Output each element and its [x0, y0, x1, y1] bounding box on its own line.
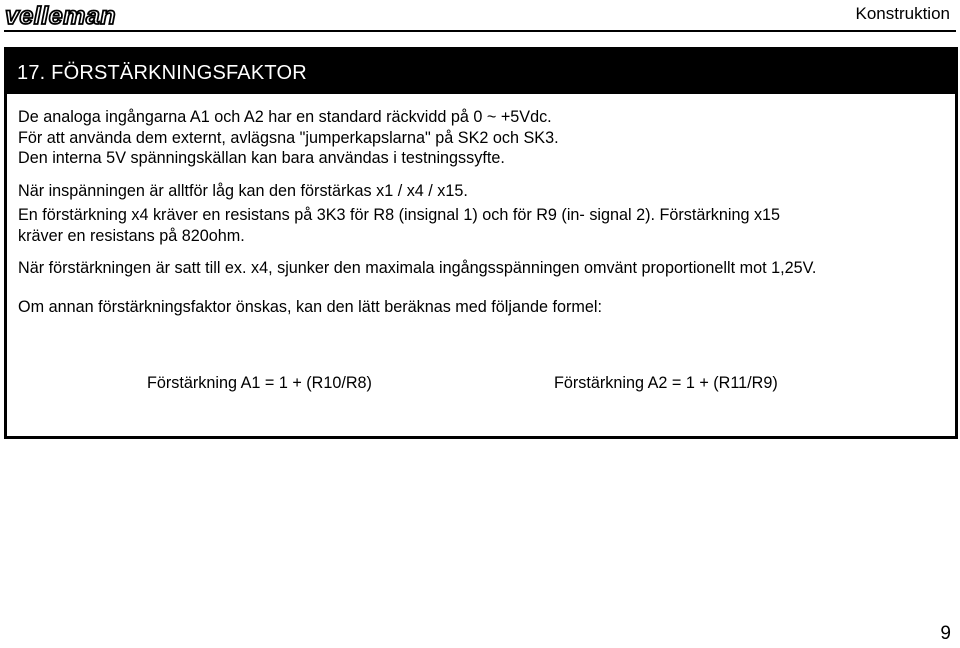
section-label: Konstruktion — [855, 4, 950, 23]
text-line: När inspänningen är alltför låg kan den förstärkas x1 / x4 / x15. — [18, 181, 468, 200]
text-line: För att använda dem externt, avlägsna "jumperkapslarna" på SK2 och SK3. — [18, 128, 559, 147]
svg-text:velleman: velleman — [5, 2, 117, 30]
content-box — [4, 47, 958, 439]
text-line: De analoga ingångarna A1 och A2 har en standard räckvidd på 0 ~ +5Vdc. — [18, 108, 552, 126]
formula-a2: Förstärkning A2 = 1 + (R11/R9) — [554, 374, 778, 392]
text-line: När förstärkningen är satt till ex. x4, sjunker den maximala ingångsspänningen omvänt proportionellt mot 1,25V. — [18, 259, 817, 277]
page-number: 9 — [940, 623, 951, 644]
text-line: Om annan förstärkningsfaktor önskas, kan den lätt beräknas med följande formel: — [18, 297, 602, 316]
header-divider — [4, 30, 956, 32]
text-line: Den interna 5V spänningskällan kan bara användas i testningssyfte. — [18, 149, 505, 167]
velleman-logo — [4, 2, 142, 30]
section-heading: 17. FÖRSTÄRKNINGSFAKTOR — [17, 62, 307, 84]
body-text — [18, 107, 948, 317]
text-line: kräver en resistans på 820ohm. — [18, 226, 245, 245]
heading-bar — [7, 50, 955, 94]
text-line: En förstärkning x4 kräver en resistans på 3K3 för R8 (insignal 1) och för R9 (in- signal 2). Förstärkning x15 — [18, 206, 781, 224]
formula-a1: Förstärkning A1 = 1 + (R10/R8) — [147, 374, 372, 392]
